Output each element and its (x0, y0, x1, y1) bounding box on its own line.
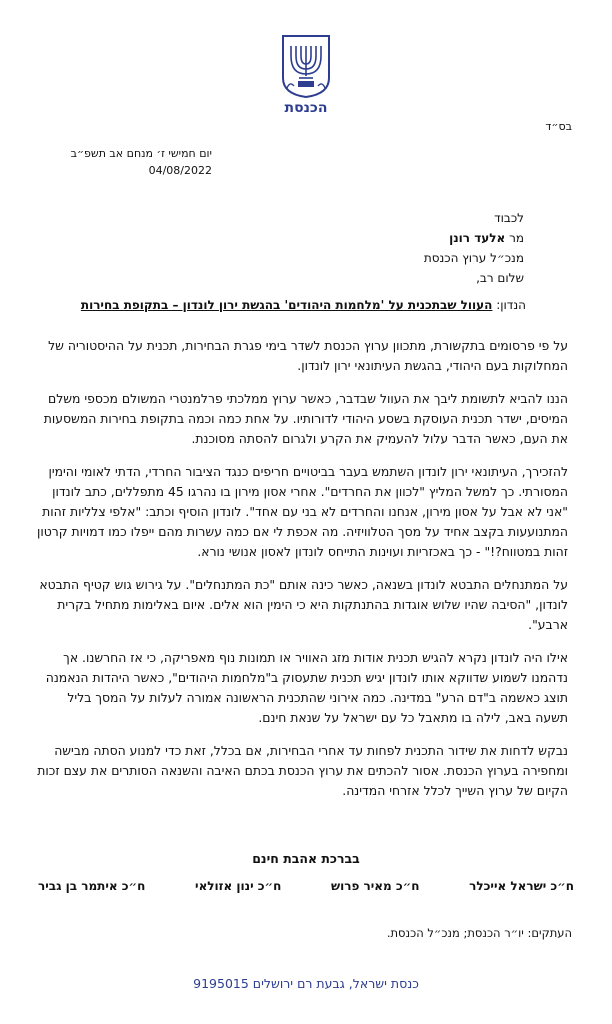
date-block (71, 145, 212, 179)
paragraph: להזכירך, העיתונאי ירון לונדון השתמש בעבר בביטויים חריפים כנגד הציבור החרדי, הדתי לאומי והימין המסורתי. כך למשל המליץ "לכוון את החרדים". אחרי אסון מירון בו נהרגו 45 מתפללים, כתב לונדון "אני לא אבל על אסון מירון, אנחנו והחרדים לא בני עם אחד". לונדון הוסיף וכתב: "אלפי צלליות זהות המתנועעות בקצב אחיד על מסך הטלוויזיה. מה אכפת לי אם כמה עשרות מהם ייפלו כמו דמויות קרטון זהות במטווח?!" - כך באכזריות ועוינות התייחס לונדון לאסון אנושי נורא. (37, 464, 568, 559)
bsd-mark: בס״ד (545, 120, 572, 133)
recipient-prefix: מר (509, 231, 524, 245)
knesset-logo (0, 34, 612, 116)
subject-label: הנדון: (496, 298, 526, 312)
subject-text: העוול שבתכנית על 'מלחמות היהודים' בהגשת ירון לונדון – בתקופת בחירות (80, 298, 493, 312)
recipient-name-line (424, 228, 524, 248)
hebrew-date: יום חמישי ז׳ מנחם אב תשפ״ב (70, 147, 212, 160)
paragraph: על המתנחלים התבטא לונדון בשנאה, כאשר כינה אותם "כת המתנחלים". על גירוש גוש קטיף התבטא לונדון, "הסיבה שהיו שלוש אוגדות בהתנתקות היא כי הימין הוא אלים. איום באלימות מתחיל בקרית ארבע". (39, 577, 568, 632)
gregorian-date: 04/08/2022 (148, 164, 212, 177)
letter-body (36, 336, 568, 814)
paragraph: הננו להביא לתשומת ליבך את העוול שבדבר, כאשר ערוץ ממלכתי פרלמנטרי המשולם מכספי משלם המיסים, ישדר תכנית העוסקת בשסע היהודי לדורותיו. על אחת כמה וכמה בתקופת בחירות המשסעות את העם, כאשר הדבר עלול להעמיק את הקרע ולגרום להסתה מסוכנת. (43, 391, 568, 446)
menorah-emblem-icon (280, 34, 332, 98)
signatory: ח״כ ינון אזולאי (195, 879, 282, 893)
paragraph: נבקש לדחות את שידור התכנית לפחות עד אחרי הבחירות, אם בכלל, זאת כדי למנוע הסתה מבישה ומחפירה בערוץ הכנסת. אסור להכתים את ערוץ הכנסת בכתם האיבה והשנאה הסותרים את עצם זכות הקיום של ערוץ השייך לכלל אזרחי המדינה. (37, 743, 568, 798)
recipient-role: מנכ״ל ערוץ הכנסת (423, 251, 524, 265)
recipient-to: לכבוד (494, 211, 524, 225)
signatory: ח״כ מאיר פרוש (331, 879, 420, 893)
signatory: ח״כ ישראל אייכלר (469, 879, 574, 893)
cc-line: העתקים: יו״ר הכנסת; מנכ״ל הכנסת. (386, 926, 572, 940)
signatories (38, 879, 574, 893)
footer-address: כנסת ישראל, גבעת רם ירושלים 9195015 (193, 976, 419, 991)
paragraph: על פי פרסומים בתקשורת, מתכוון ערוץ הכנסת לשדר בימי פגרת הבחירות, תכנית על ההיסטוריה של המחלוקות בעם היהודי, בהגשת העיתונאי ירון לונדון. (48, 338, 568, 373)
knesset-name: הכנסת (284, 100, 328, 116)
recipient-name: אלעד רונן (449, 231, 506, 245)
closing-blessing: בברכת אהבת חינם (252, 851, 360, 866)
subject-line (81, 298, 526, 312)
paragraph: אילו היה לונדון נקרא להגיש תכנית אודות מזג האוויר או תמונות נוף מאפריקה, כי אז החרשנו. אך נדהמנו לשמוע שדווקא אותו לונדון יגיש תכנית שתעסוק ב"מלחמות היהודים", כאשר היהדות הנאמנה תוצג כאשמה ב"דם הרע" במדינה. כמה אירוני שהתכנית הראשונה אמורה לעלות על המסך בליל תשעה באב, לילה בו מתאבל כל עם ישראל על שנאת חינם. (45, 650, 568, 725)
recipient-address (424, 208, 524, 288)
greeting: שלום רב, (476, 271, 524, 285)
signatory: ח״כ איתמר בן גביר (38, 879, 146, 893)
